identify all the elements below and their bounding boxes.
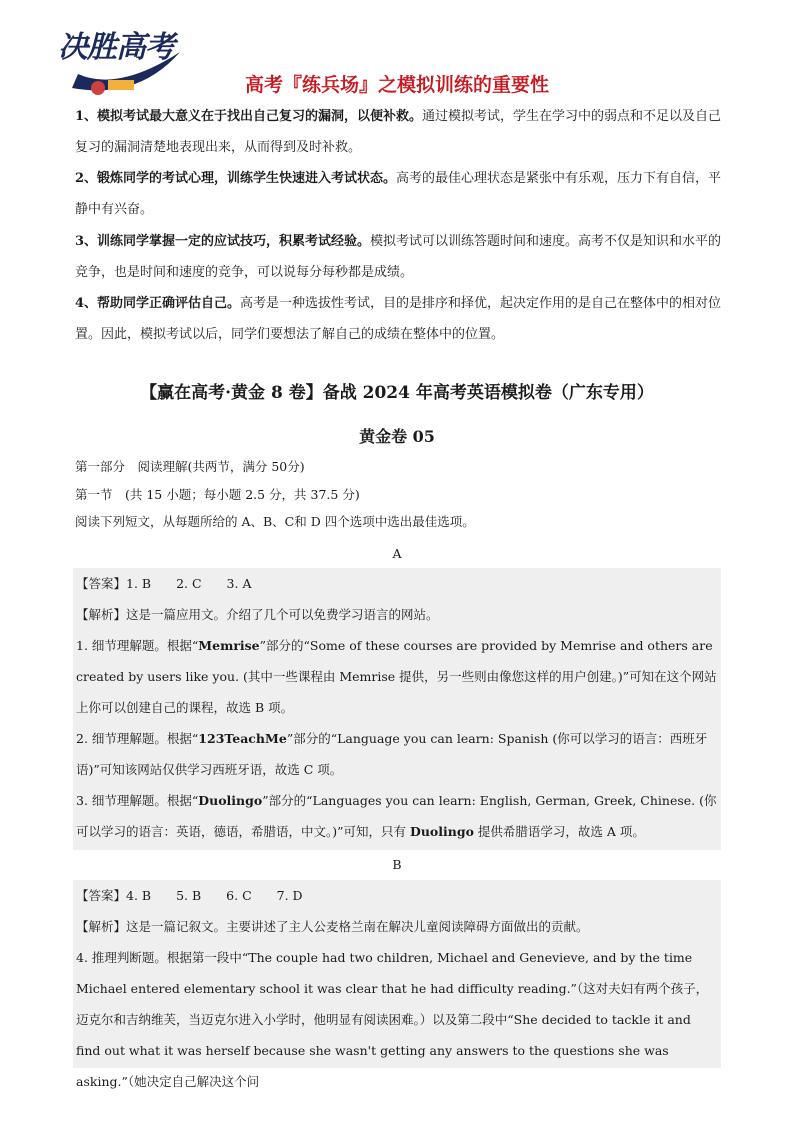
passage-a-label: A (392, 546, 402, 561)
logo-text: 决胜高考 (58, 30, 174, 65)
intro-paragraph-1 (75, 101, 723, 163)
intro-2-text: 高考的最佳心理状态是紧张中有乐观，压力下有自信，平静中有兴奋。 (75, 171, 722, 217)
passage-a-answer: 【答案】1. B 2. C 3. A (76, 576, 252, 591)
exam-part: 第一部分 阅读理解(共两节，满分 50分) (75, 459, 305, 474)
intro-paragraph-4 (75, 288, 723, 350)
passage-a-q2: 2. 细节理解题。根据“123TeachMe”部分的“Language you can learn: Spanish (你可以学习的语言：西班牙语)”可知该网站仅供学习西班牙语，故选 C 项。 (76, 731, 708, 777)
intro-2-bold: 2、锻炼同学的考试心理，训练学生快速进入考试状态。 (75, 171, 397, 186)
exam-title: 【赢在高考·黄金 8 卷】备战 2024 年高考英语模拟卷（广东专用） (140, 383, 654, 403)
passage-b-q4: 4. 推理判断题。根据第一段中“The couple had two children, Michael and Genevieve, and by the time Michael entered elementary school it was clear that he had difficulty reading.”（这对夫妇有两个孩子，迈克尔和吉纳维芙，当迈克尔进入小学时，他明显有阅读困难。）以及第二段中“She decided to tackle it and find out what it was herself because she wasn't getting any answers to the questions she was asking.”（她决定自己解决这个问 (76, 950, 709, 1089)
passage-b-label: B (392, 857, 402, 872)
intro-4-text: 高考是一种选拔性考试，目的是排序和择优，起决定作用的是自己在整体中的相对位置。因此，模拟考试以后，同学们要想法了解自己的成绩在整体中的位置。 (75, 296, 722, 342)
passage-b-answer: 【答案】4. B 5. B 6. C 7. D (76, 888, 303, 903)
passage-a-q3: 3. 细节理解题。根据“Duolingo”部分的“Languages you can learn: English, German, Greek, Chinese. (你可以学习的语言：英语，德语，希腊语，中文。)”可知，只有 Duolingo 提供希腊语学习，故选 A 项。 (76, 793, 717, 839)
intro-4-bold: 4、帮助同学正确评估自己。 (75, 296, 241, 311)
intro-3-text: 模拟考试可以训练答题时间和速度。高考不仅是知识和水平的竞争，也是时间和速度的竞争，可以说每分每秒都是成绩。 (75, 234, 722, 280)
banner-title: 高考『练兵场』之模拟训练的重要性 (244, 74, 549, 96)
passage-a-analysis: 【解析】这是一篇应用文。介绍了几个可以免费学习语言的网站。 (76, 607, 439, 622)
passage-b-box (73, 880, 721, 1089)
intro-1-text: 通过模拟考试，学生在学习中的弱点和不足以及自己复习的漏洞清楚地表现出来，从而得到及时补救。 (75, 109, 722, 155)
passage-a-box (73, 568, 721, 850)
exam-section: 第一节 (共 15 小题；每小题 2.5 分，共 37.5 分) (75, 487, 360, 502)
intro-paragraph-3 (75, 226, 723, 288)
exam-subtitle: 黄金卷 05 (359, 427, 435, 446)
passage-a-q1: 1. 细节理解题。根据“Memrise”部分的“Some of these courses are provided by Memrise and others are created by users like you. (其中一些课程由 Memrise 提供，另一些则由像您这样的用户创建。)”可知在这个网站上你可以创建自己的课程，故选 B 项。 (76, 638, 717, 715)
passage-b-analysis: 【解析】这是一篇记叙文。主要讲述了主人公麦格兰南在解决儿童阅读障碍方面做出的贡献。 (76, 919, 589, 934)
intro-3-bold: 3、训练同学掌握一定的应试技巧，积累考试经验。 (75, 234, 371, 249)
intro-1-bold: 1、模拟考试最大意义在于找出自己复习的漏洞，以便补救。 (75, 109, 423, 124)
intro-paragraph-2 (75, 163, 723, 225)
exam-instruction: 阅读下列短文，从每题所给的 A、B、C和 D 四个选项中选出最佳选项。 (75, 514, 475, 529)
